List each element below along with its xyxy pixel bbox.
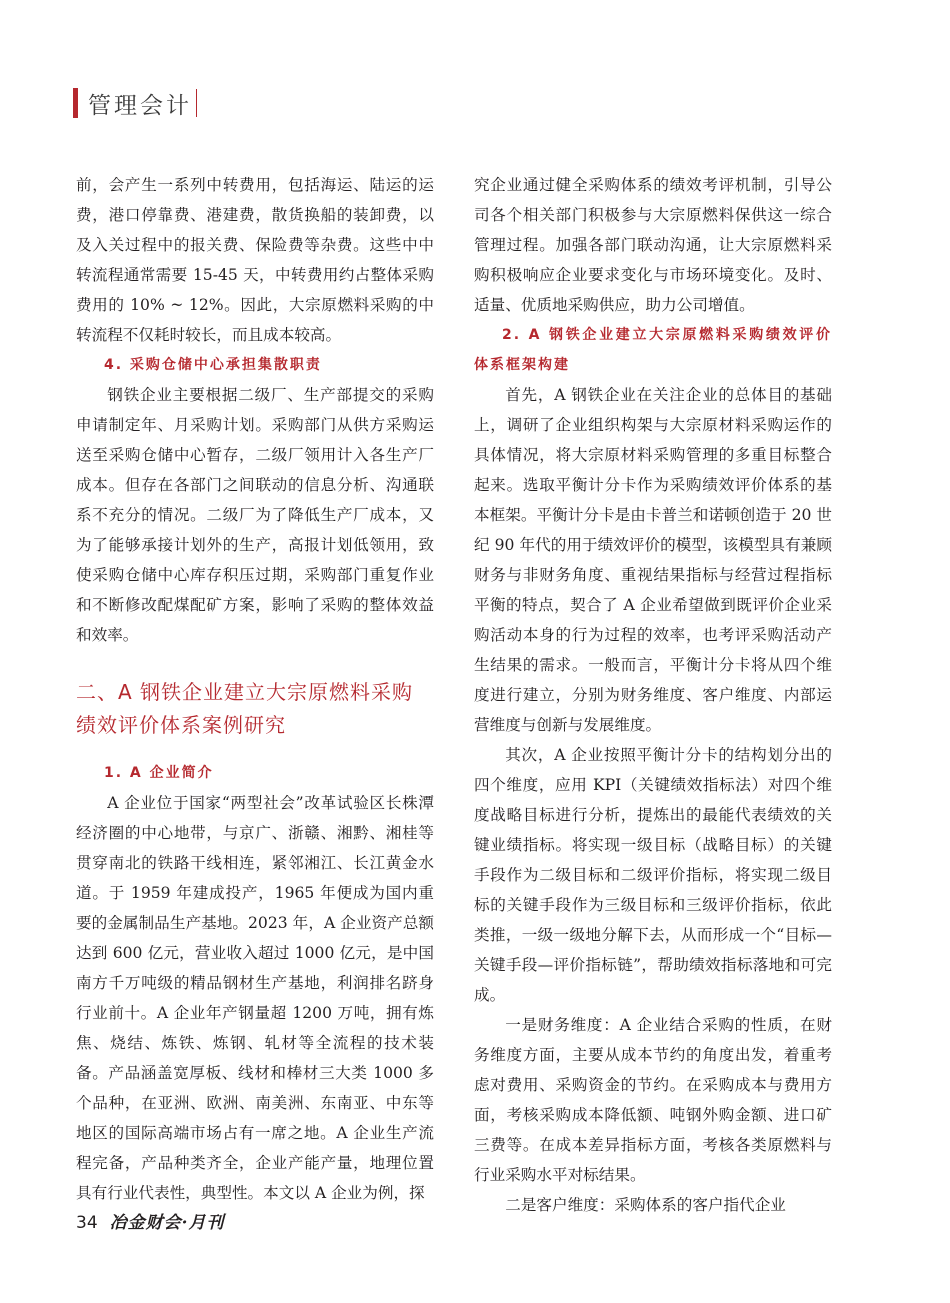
paragraph: 钢铁企业主要根据二级厂、生产部提交的采购申请制定年、月采购计划。采购部门从供方采购运送至采购仓储中心暂存，二级厂领用计入各生产厂成本。但存在各部门之间联动的信息分析、沟通联系不充分的情况。二级厂为了降低生产厂成本，又为了能够承接计划外的生产，高报计划低领用，致使采购仓储中心库存积压过期，采购部门重复作业和不断修改配煤配矿方案，影响了采购的整体效益和效率。 xyxy=(76,386,434,644)
journal-name: 冶金财会·月刊 xyxy=(109,1213,225,1233)
header-accent-bar xyxy=(73,88,78,118)
left-column xyxy=(76,170,434,1208)
right-column xyxy=(474,170,832,1220)
subheading: 4. 采购仓储中心承担集散职责 xyxy=(104,357,322,373)
paragraph: 前，会产生一系列中转费用，包括海运、陆运的运费，港口停靠费、港建费，散货换船的装卸费，以及入关过程中的报关费、保险费等杂费。这些中中转流程通常需要 15-45 天，中转费用约占整体采购费用的 10% ~ 12%。因此，大宗原燃料采购的中转流程不仅耗时较长，而且成本较高。 xyxy=(76,176,434,344)
paragraph: 首先，A 钢铁企业在关注企业的总体目的基础上，调研了企业组织构架与大宗原材料采购运作的具体情况，将大宗原材料采购管理的多重目标整合起来。选取平衡计分卡作为采购绩效评价体系的基本框架。平衡计分卡是由卡普兰和诺顿创造于 20 世纪 90 年代的用于绩效评价的模型，该模型具有兼顾财务与非财务角度、重视结果指标与经营过程指标平衡的特点，契合了 A 企业希望做到既评价企业采购活动本身的行为过程的效率，也考评采购活动产生结果的需求。一般而言，平衡计分卡将从四个维度进行建立，分别为财务维度、客户维度、内部运营维度与创新与发展维度。 xyxy=(474,386,832,734)
page-footer xyxy=(76,1208,225,1233)
page-number: 34 xyxy=(76,1213,98,1233)
paragraph: A 企业位于国家“两型社会”改革试验区长株潭经济圈的中心地带，与京广、浙赣、湘黔、湘桂等贯穿南北的铁路干线相连，紧邻湘江、长江黄金水道。于 1959 年建成投产，1965 年便成为国内重要的金属制品生产基地。2023 年，A 企业资产总额达到 600 亿元，营业收入超过 1000 亿元，是中国南方千万吨级的精品钢材生产基地，利润排名跻身行业前十。A 企业年产钢量超 1200 万吨，拥有炼焦、烧结、炼铁、炼钢、轧材等全流程的技术装备。产品涵盖宽厚板、线材和棒材三大类 1000 多个品种，在亚洲、欧洲、南美洲、东南亚、中东等地区的国际高端市场占有一席之地。A 企业生产流程完备，产品种类齐全，企业产能产量，地理位置具有行业代表性，典型性。本文以 A 企业为例，探 xyxy=(76,794,434,1202)
section-title: 二、A 钢铁企业建立大宗原燃料采购绩效评价体系案例研究 xyxy=(76,680,414,737)
paragraph: 二是客户维度：采购体系的客户指代企业 xyxy=(505,1196,786,1214)
subheading: 2. A 钢铁企业建立大宗原燃料采购绩效评价体系框架构建 xyxy=(474,327,832,373)
header-divider xyxy=(196,89,197,117)
subheading: 1. A 企业简介 xyxy=(104,765,214,781)
page-header xyxy=(73,86,197,120)
column-title: 管理会计 xyxy=(88,92,192,119)
paragraph: 其次，A 企业按照平衡计分卡的结构划分出的四个维度，应用 KPI（关键绩效指标法）对四个维度战略目标进行分析，提炼出的最能代表绩效的关键业绩指标。将实现一级目标（战略目标）的关键手段作为二级目标和二级评价指标，将实现二级目标的关键手段作为三级目标和三级评价指标，依此类推，一级一级地分解下去，从而形成一个“目标—关键手段—评价指标链”，帮助绩效指标落地和可完成。 xyxy=(474,746,832,1004)
paragraph: 一是财务维度：A 企业结合采购的性质，在财务维度方面，主要从成本节约的角度出发，着重考虑对费用、采购资金的节约。在采购成本与费用方面，考核采购成本降低额、吨钢外购金额、进口矿三费等。在成本差异指标方面，考核各类原燃料与行业采购水平对标结果。 xyxy=(474,1016,832,1184)
paragraph: 究企业通过健全采购体系的绩效考评机制，引导公司各个相关部门积极参与大宗原燃料保供这一综合管理过程。加强各部门联动沟通，让大宗原燃料采购积极响应企业要求变化与市场环境变化。及时、适量、优质地采购供应，助力公司增值。 xyxy=(474,176,832,314)
